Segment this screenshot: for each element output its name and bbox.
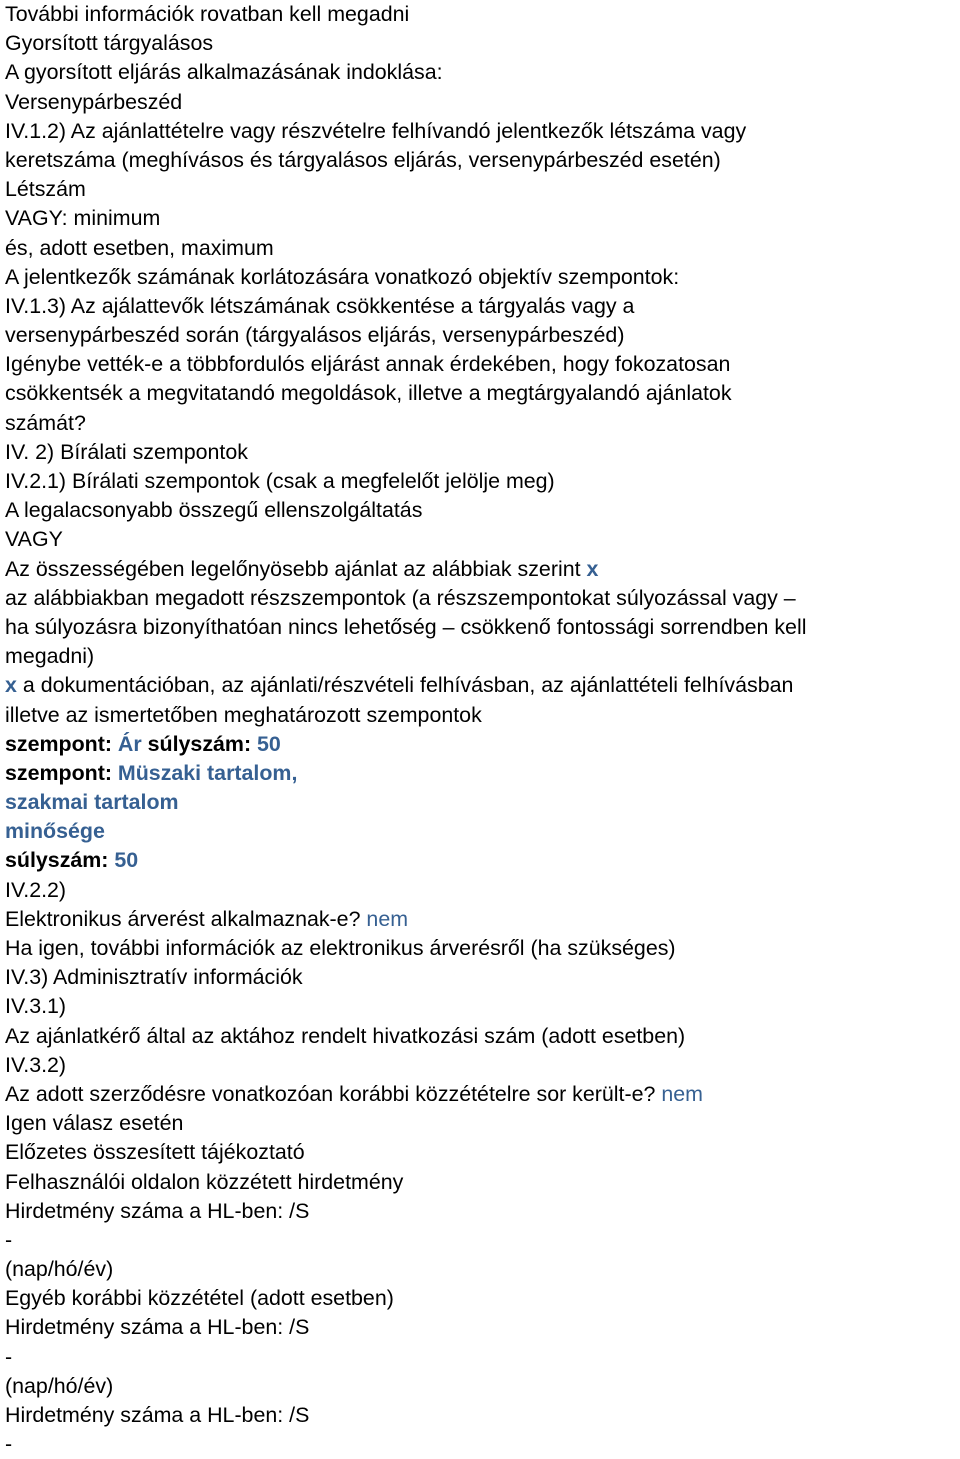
text-line: Hirdetmény száma a HL-ben: /S	[5, 1198, 310, 1223]
text-line: keretszáma (meghívásos és tárgyalásos eljárás, versenypárbeszéd esetén)	[5, 147, 721, 172]
text-line: A jelentkezők számának korlátozására vonatkozó objektív szempontok:	[5, 264, 680, 289]
question-text: Az adott szerződésre vonatkozóan korábbi közzétételre sor került-e?	[5, 1081, 662, 1106]
weight-label: súlyszám:	[141, 731, 258, 756]
weight-label: súlyszám:	[5, 848, 115, 873]
criteria-option-label: a dokumentációban, az ajánlati/részvételi felhívásban, az ajánlattételi felhívásban	[16, 673, 794, 698]
criteria-option-label: Az összességében legelőnyösebb ajánlat az alábbiak szerint	[5, 556, 587, 581]
text-line: Ha igen, további információk az elektronikus árverésről (ha szükséges)	[5, 936, 676, 960]
text-line: számát?	[5, 410, 86, 435]
text-line: További információk rovatban kell megadni	[5, 2, 410, 26]
criterion-price-line	[5, 730, 960, 759]
section-heading: IV.3) Adminisztratív információk	[5, 965, 303, 990]
criteria-option-line	[5, 671, 960, 700]
document-body	[5, 0, 960, 1459]
section-heading: IV.1.2) Az ajánlattételre vagy részvételre felhívandó jelentkezők létszáma vagy	[5, 118, 747, 143]
answer-value: nem	[661, 1081, 703, 1106]
text-line: illetve az ismertetőben meghatározott szempontok	[5, 702, 482, 727]
criterion-value-continued: szakmai tartalom	[5, 790, 179, 815]
question-text: Elektronikus árverést alkalmaznak-e?	[5, 906, 367, 931]
text-line: (nap/hó/év)	[5, 1373, 114, 1398]
text-line: Igénybe vették-e a többfordulós eljárást annak érdekében, hogy fokozatosan	[5, 352, 731, 377]
criterion-value: Müszaki tartalom,	[117, 760, 298, 785]
section-heading: IV.1.3) Az ajálattevők létszámának csökkentése a tárgyalás vagy a	[5, 293, 635, 318]
criterion-label: szempont:	[5, 731, 118, 756]
text-line: Létszám	[5, 177, 86, 202]
criterion-label: szempont:	[5, 760, 118, 785]
text-line: Hirdetmény száma a HL-ben: /S	[5, 1403, 310, 1427]
text-line: Hirdetmény száma a HL-ben: /S	[5, 1315, 310, 1340]
text-line: csökkentsék a megvitatandó megoldások, illetve a megtárgyalandó ajánlatok	[5, 381, 732, 406]
text-line: Egyéb korábbi közzététel (adott esetben)	[5, 1286, 394, 1311]
text-line: Felhasználói oldalon közzétett hirdetmény	[5, 1169, 404, 1194]
text-line: -	[5, 1432, 13, 1457]
text-line: Az ajánlatkérő által az aktához rendelt hivatkozási szám (adott esetben)	[5, 1023, 686, 1048]
section-heading: IV.2.2)	[5, 877, 67, 902]
criteria-option-line	[5, 555, 960, 584]
text-line: Előzetes összesített tájékoztató	[5, 1140, 305, 1165]
text-line: -	[5, 1344, 13, 1369]
text-line: Versenypárbeszéd	[5, 89, 183, 114]
question-line	[5, 1080, 960, 1109]
text-line: A gyorsított eljárás alkalmazásának indoklása:	[5, 60, 443, 85]
answer-value: nem	[366, 906, 409, 931]
text-line: ha súlyozásra bizonyíthatóan nincs lehetőség – csökkenő fontossági sorrendben kell	[5, 614, 807, 639]
text-line: Gyorsított tárgyalásos	[5, 31, 214, 56]
text-line: és, adott esetben, maximum	[5, 235, 274, 260]
selection-mark: x	[586, 556, 599, 581]
text-line: VAGY	[5, 527, 63, 552]
text-line: VAGY: minimum	[5, 206, 161, 231]
criterion-value: Ár	[117, 731, 142, 756]
text-line: versenypárbeszéd során (tárgyalásos eljárás, versenypárbeszéd)	[5, 323, 625, 348]
text-line: megadni)	[5, 644, 95, 669]
text-line: A legalacsonyabb összegű ellenszolgáltatás	[5, 498, 423, 523]
text-line: -	[5, 1227, 13, 1252]
text-line: (nap/hó/év)	[5, 1257, 114, 1282]
section-heading: IV.2.1) Bírálati szempontok (csak a megfelelőt jelölje meg)	[5, 469, 555, 493]
section-heading: IV. 2) Bírálati szempontok	[5, 439, 248, 464]
question-line	[5, 905, 960, 934]
text-line: az alábbiakban megadott részszempontok (a részszempontokat súlyozással vagy –	[5, 585, 796, 610]
selection-mark: x	[5, 673, 17, 698]
section-heading: IV.3.2)	[5, 1052, 67, 1077]
section-heading: IV.3.1)	[5, 994, 67, 1019]
text-line: Igen válasz esetén	[5, 1111, 184, 1136]
weight-value: 50	[257, 731, 281, 756]
criterion-quality-line	[5, 759, 960, 788]
criterion-weight-line	[5, 846, 960, 875]
criterion-value-continued: minősége	[5, 819, 105, 844]
weight-value: 50	[114, 848, 139, 873]
